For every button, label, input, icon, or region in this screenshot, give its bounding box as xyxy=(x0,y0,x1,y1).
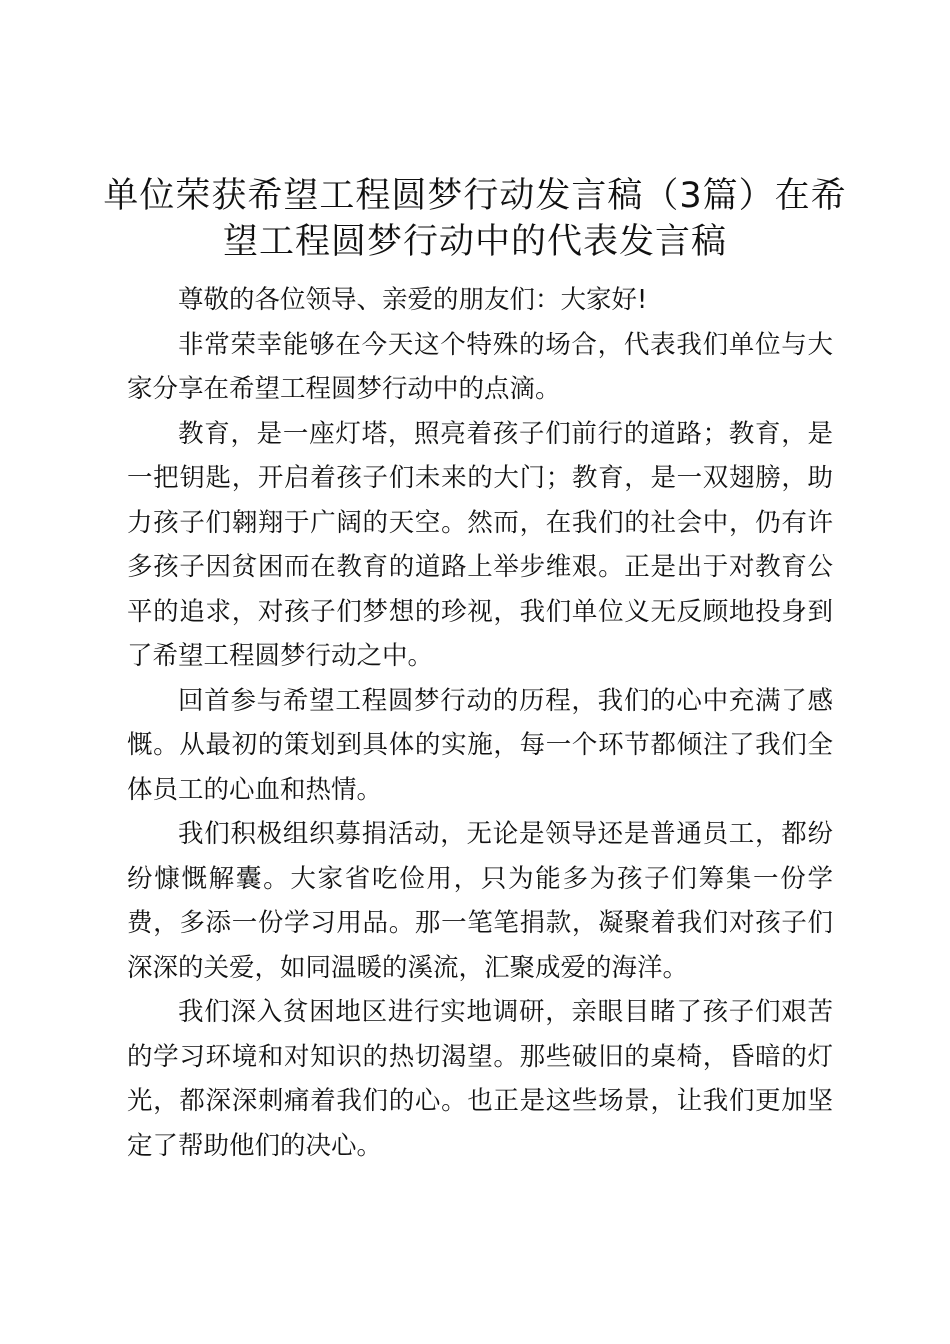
document-title: 单位荣获希望工程圆梦行动发言稿（3篇）在希望工程圆梦行动中的代表发言稿 xyxy=(103,176,847,262)
paragraph-2: 教育，是一座灯塔，照亮着孩子们前行的道路；教育，是一把钥匙，开启着孩子们未来的大门；教育，是一双翅膀，助力孩子们翱翔于广阔的天空。然而，在我们的社会中，仍有许多孩子因贫困而在教育的道路上举步维艰。正是出于对教育公平的追求，对孩子们梦想的珍视，我们单位义无反顾地投身到了希望工程圆梦行动之中。 xyxy=(127,418,833,671)
paragraph-3: 回首参与希望工程圆梦行动的历程，我们的心中充满了感慨。从最初的策划到具体的实施，每一个环节都倾注了我们全体员工的心血和热情。 xyxy=(127,685,833,805)
paragraph-1: 非常荣幸能够在今天这个特殊的场合，代表我们单位与大家分享在希望工程圆梦行动中的点滴。 xyxy=(127,329,833,404)
paragraph-4: 我们积极组织募捐活动，无论是领导还是普通员工，都纷纷慷慨解囊。大家省吃俭用，只为能多为孩子们筹集一份学费，多添一份学习用品。那一笔笔捐款，凝聚着我们对孩子们深深的关爱，如同温暖的溪流，汇聚成爱的海洋。 xyxy=(127,819,833,983)
paragraph-greeting: 尊敬的各位领导、亲爱的朋友们：大家好! xyxy=(178,285,648,315)
paragraph-5: 我们深入贫困地区进行实地调研，亲眼目睹了孩子们艰苦的学习环境和对知识的热切渴望。那些破旧的桌椅，昏暗的灯光，都深深刺痛着我们的心。也正是这些场景，让我们更加坚定了帮助他们的决心。 xyxy=(127,997,833,1161)
document-body xyxy=(127,278,833,1168)
